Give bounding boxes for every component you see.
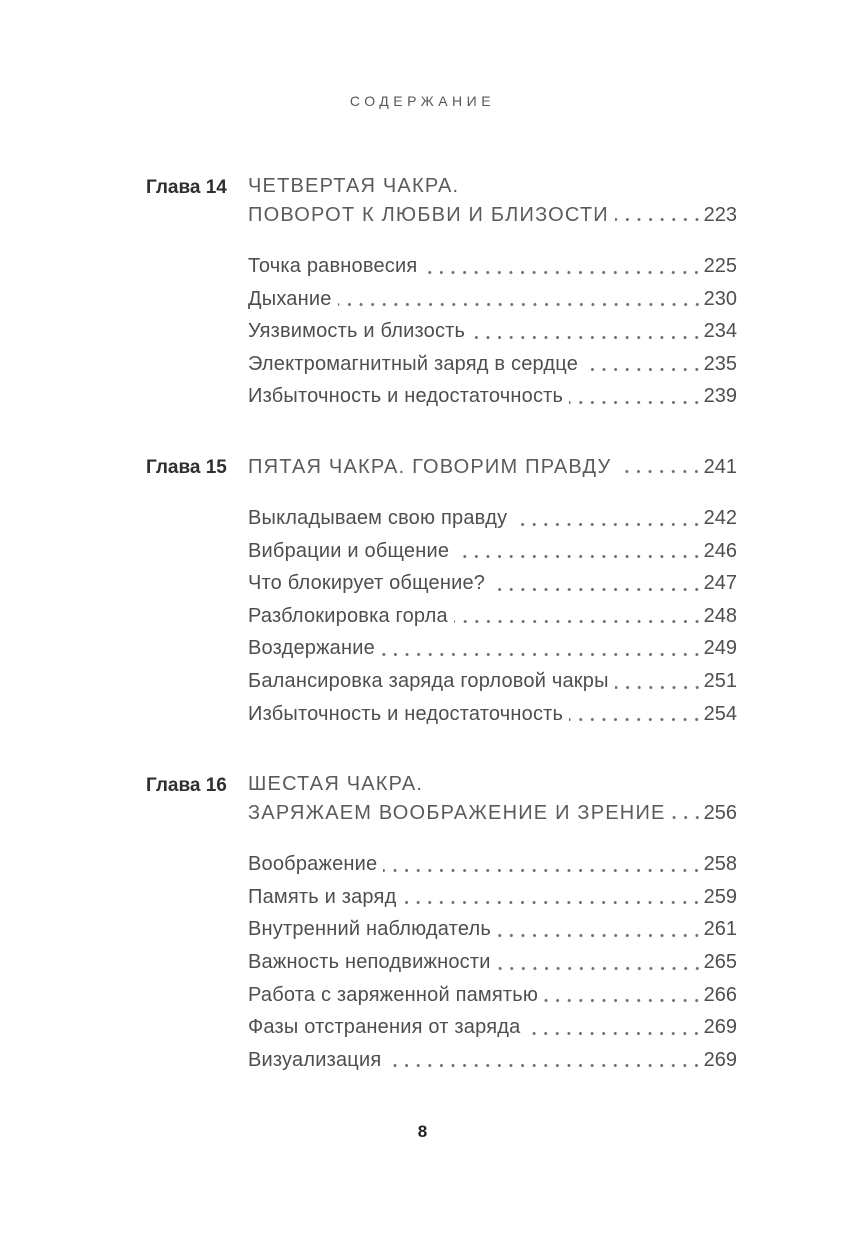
chapter-title: ПЯТАЯ ЧАКРА. ГОВОРИМ ПРАВДУ (248, 455, 612, 478)
toc-item-page: 266 (703, 983, 737, 1006)
dot-leader (338, 283, 703, 316)
chapter-page-number: 241 (703, 455, 737, 478)
dot-leader (615, 665, 703, 698)
toc-item-title: Дыхание (248, 287, 332, 310)
toc-item (248, 535, 737, 568)
toc-item-page: 265 (703, 950, 737, 973)
toc-chapter (146, 172, 737, 413)
toc-item-title: Воздержание (248, 637, 375, 660)
toc-item-title: Внутренний наблюдатель (248, 918, 491, 941)
dot-leader (471, 315, 702, 348)
dot-leader (381, 632, 703, 665)
toc-item-page: 247 (703, 572, 737, 595)
chapter-items (248, 250, 737, 413)
chapter-body (248, 453, 737, 730)
chapter-label: Глава 15 (146, 457, 227, 479)
toc-item-page: 239 (703, 385, 737, 408)
chapter-title-row (248, 201, 737, 230)
toc-item-title: Избыточность и недостаточность (248, 702, 564, 725)
toc-item (248, 632, 737, 665)
toc-item (248, 665, 737, 698)
toc-item-page: 246 (703, 539, 737, 562)
toc-item (248, 913, 737, 946)
dot-leader (544, 979, 703, 1012)
toc-item-title: Разблокировка горла (248, 604, 448, 627)
dot-leader (402, 881, 702, 914)
chapter-items (248, 848, 737, 1076)
toc-chapter (146, 453, 737, 730)
toc-item (248, 567, 737, 600)
toc-list (146, 172, 737, 1116)
chapter-title: ЧЕТВЕРТАЯ ЧАКРА. (248, 175, 460, 197)
toc-item-page: 225 (703, 255, 737, 277)
dot-leader (672, 799, 703, 828)
dot-leader (569, 380, 702, 413)
toc-item-page: 230 (703, 287, 737, 310)
toc-item-page: 249 (703, 637, 737, 660)
chapter-title: ПОВОРОТ К ЛЮБВИ И БЛИЗОСТИ (248, 204, 609, 226)
toc-item-title: Вибрации и общение (248, 539, 450, 562)
toc-item (248, 315, 737, 348)
toc-item-title: Работа с заряженной памятью (248, 983, 539, 1006)
chapter-label: Глава 16 (146, 774, 227, 796)
toc-item (248, 250, 737, 283)
toc-item-page: 234 (703, 320, 737, 343)
dot-leader (455, 535, 702, 568)
toc-item (248, 946, 737, 979)
toc-item-page: 258 (703, 853, 737, 876)
toc-item-title: Избыточность и недостаточность (248, 385, 564, 408)
toc-item (248, 1011, 737, 1044)
dot-leader (423, 250, 702, 283)
toc-item-title: Уязвимость и близость (248, 320, 466, 343)
chapter-title-lines (248, 453, 737, 482)
chapter-items (248, 502, 737, 730)
toc-item-title: Электромагнитный заряд в сердце (248, 352, 579, 375)
dot-leader (497, 913, 703, 946)
toc-item-title: Фазы отстранения от заряда (248, 1016, 521, 1039)
chapter-title-row (248, 770, 737, 799)
toc-item-page: 269 (703, 1048, 737, 1071)
dot-leader (491, 567, 703, 600)
toc-item-page: 242 (703, 506, 737, 529)
toc-item-page: 269 (703, 1016, 737, 1039)
toc-item (248, 1044, 737, 1077)
toc-item (248, 380, 737, 413)
dot-leader (584, 348, 703, 381)
toc-item-page: 259 (703, 885, 737, 908)
toc-item-page: 254 (703, 702, 737, 725)
toc-item (248, 600, 737, 633)
toc-item-title: Память и заряд (248, 885, 397, 908)
page-number: 8 (417, 1122, 428, 1141)
dot-leader (454, 600, 703, 633)
chapter-title-row (248, 172, 737, 201)
toc-item-page: 248 (703, 604, 737, 627)
toc-item-title: Выкладываем свою правду (248, 506, 508, 529)
chapter-title-lines (248, 172, 737, 230)
toc-item-page: 261 (703, 918, 737, 941)
chapter-page-number: 256 (703, 802, 737, 825)
toc-item-title: Важность неподвижности (248, 950, 491, 973)
chapter-page-number: 223 (703, 204, 737, 226)
toc-item-title: Воображение (248, 853, 378, 876)
chapter-title: ЗАРЯЖАЕМ ВООБРАЖЕНИЕ И ЗРЕНИЕ (248, 802, 666, 825)
chapter-body (248, 172, 737, 413)
dot-leader (617, 453, 702, 482)
chapter-label: Глава 14 (146, 176, 227, 198)
dot-leader (513, 502, 702, 535)
toc-item-title: Визуализация (248, 1048, 382, 1071)
toc-item (248, 848, 737, 881)
chapter-title-row (248, 799, 737, 828)
toc-chapter (146, 770, 737, 1076)
toc-item-title: Балансировка заряда горловой чакры (248, 669, 609, 692)
toc-item (248, 348, 737, 381)
toc-item-title: Что блокирует общение? (248, 572, 486, 595)
toc-item (248, 502, 737, 535)
dot-leader (569, 698, 702, 731)
dot-leader (526, 1011, 702, 1044)
chapter-title-lines (248, 770, 737, 828)
chapter-title-row (248, 453, 737, 482)
chapter-title: ШЕСТАЯ ЧАКРА. (248, 773, 424, 796)
toc-item (248, 698, 737, 731)
toc-item (248, 881, 737, 914)
toc-item-page: 251 (703, 669, 737, 692)
dot-leader (387, 1044, 702, 1077)
toc-item-title: Точка равновесия (248, 255, 418, 277)
toc-item (248, 979, 737, 1012)
dot-leader (497, 946, 703, 979)
toc-item-page: 235 (703, 352, 737, 375)
toc-item (248, 283, 737, 316)
dot-leader (383, 848, 702, 881)
chapter-body (248, 770, 737, 1076)
page-title: СОДЕРЖАНИЕ (349, 93, 496, 109)
dot-leader (615, 201, 703, 230)
